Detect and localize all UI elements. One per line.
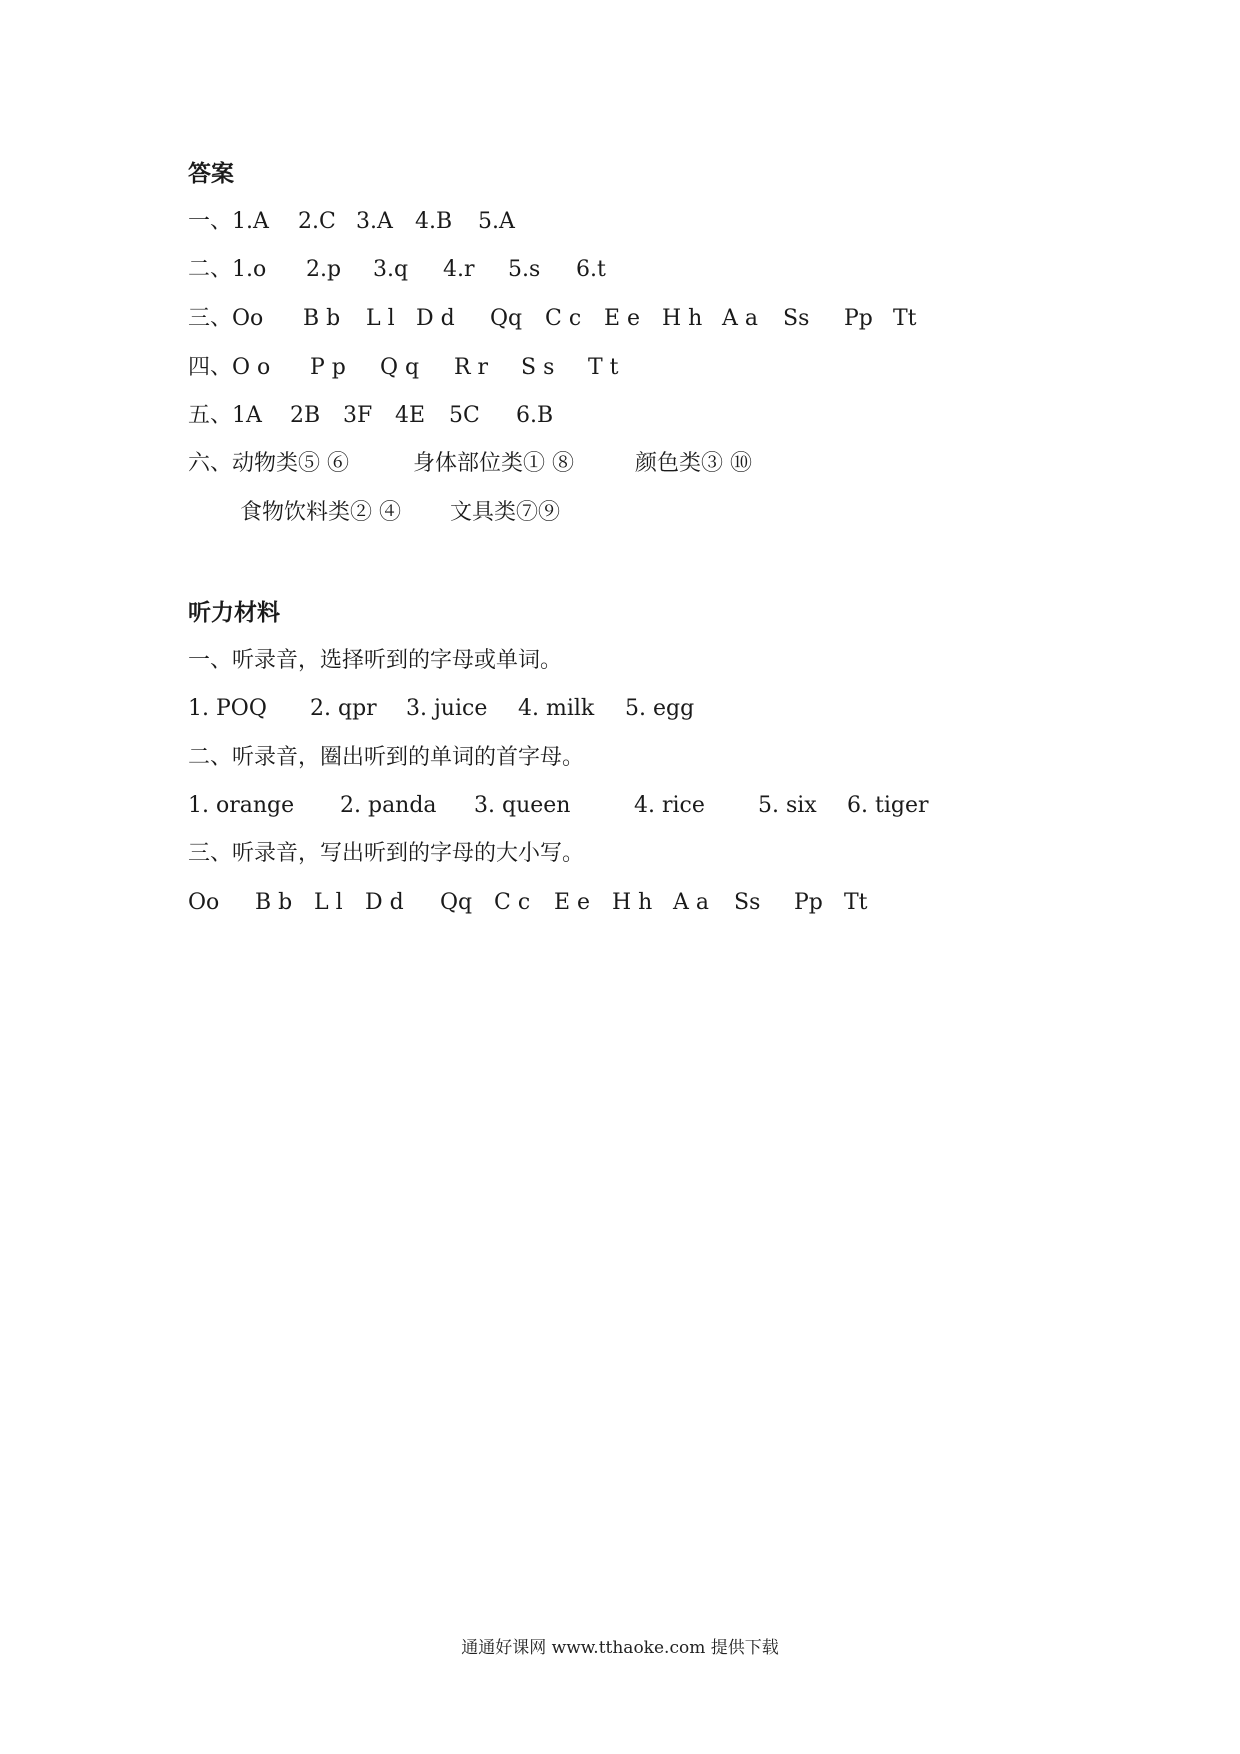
- listening-section-2-title: 二、听录音，圈出听到的单词的首字母。: [188, 745, 585, 770]
- answer-item: C c: [545, 306, 582, 331]
- listening-item: Ss: [734, 890, 761, 915]
- listening-item: 5. egg: [625, 696, 695, 721]
- listening-item: 1. orange: [188, 793, 295, 818]
- answer-item: 4.B: [415, 209, 453, 234]
- listening-item: L l: [314, 890, 343, 915]
- answer-item: A a: [722, 306, 758, 331]
- answer-item: 5.s: [508, 257, 541, 282]
- answer-item: 一、1.A: [188, 209, 269, 234]
- answer-item: 六、动物类⑤ ⑥: [188, 451, 349, 476]
- listening-item: A a: [673, 890, 709, 915]
- answer-item: B b: [303, 306, 341, 331]
- listening-item: E e: [554, 890, 591, 915]
- answer-item: 五、1A: [188, 403, 262, 428]
- listening-item: 1. POQ: [188, 696, 267, 721]
- listening-item: 5. six: [758, 793, 817, 818]
- answer-item: 6.t: [576, 257, 606, 282]
- listening-item: 2. qpr: [310, 696, 377, 721]
- answer-item: Ss: [783, 306, 810, 331]
- answer-item: 4E: [395, 403, 426, 428]
- listening-item: 3. juice: [406, 696, 488, 721]
- answer-item: Tt: [893, 306, 917, 331]
- answer-item: S s: [521, 355, 555, 380]
- answer-item: Qq: [490, 306, 523, 331]
- listening-item: H h: [612, 890, 653, 915]
- listening-section-1-title: 一、听录音，选择听到的字母或单词。: [188, 648, 563, 673]
- answer-item: 三、Oo: [188, 306, 264, 331]
- listening-item: Qq: [440, 890, 473, 915]
- answer-item: 5C: [449, 403, 480, 428]
- listening-item: D d: [365, 890, 404, 915]
- answer-item: R r: [454, 355, 489, 380]
- listening-heading: 听力材料: [188, 599, 280, 626]
- answer-item: 2B: [290, 403, 321, 428]
- listening-item: 6. tiger: [847, 793, 929, 818]
- answer-item: 3.q: [373, 257, 409, 282]
- answer-item: D d: [416, 306, 455, 331]
- footer-download-note: 通通好课网 www.tthaoke.com 提供下载: [461, 1638, 779, 1658]
- answer-item: Q q: [380, 355, 420, 380]
- answer-item: 3.A: [356, 209, 393, 234]
- listening-item: 4. milk: [518, 696, 595, 721]
- answer-item: E e: [604, 306, 641, 331]
- listening-item: Tt: [844, 890, 868, 915]
- answer-item: 身体部位类① ⑧: [413, 451, 574, 476]
- answer-item: 6.B: [516, 403, 554, 428]
- listening-item: 4. rice: [634, 793, 705, 818]
- answer-item: 5.A: [478, 209, 515, 234]
- listening-item: 3. queen: [474, 793, 571, 818]
- answer-item: 四、O o: [188, 355, 271, 380]
- answer-item: 颜色类③ ⑩: [635, 451, 752, 476]
- answer-item: 2.C: [298, 209, 336, 234]
- listening-item: B b: [255, 890, 293, 915]
- listening-item: Oo: [188, 890, 220, 915]
- listening-section-3-title: 三、听录音，写出听到的字母的大小写。: [188, 841, 585, 866]
- answer-item: 食物饮料类② ④: [240, 500, 401, 525]
- listening-item: C c: [494, 890, 531, 915]
- answer-item: 4.r: [443, 257, 475, 282]
- answer-item: 2.p: [306, 257, 342, 282]
- answer-item: P p: [310, 355, 346, 380]
- listening-item: Pp: [794, 890, 823, 915]
- answer-item: L l: [366, 306, 395, 331]
- answer-item: 文具类⑦⑨: [450, 500, 561, 525]
- answer-item: H h: [662, 306, 703, 331]
- answers-heading: 答案: [188, 160, 234, 187]
- answer-item: 二、1.o: [188, 257, 267, 282]
- listening-item: 2. panda: [340, 793, 437, 818]
- answer-item: 3F: [343, 403, 373, 428]
- answer-item: Pp: [844, 306, 873, 331]
- answer-item: T t: [588, 355, 619, 380]
